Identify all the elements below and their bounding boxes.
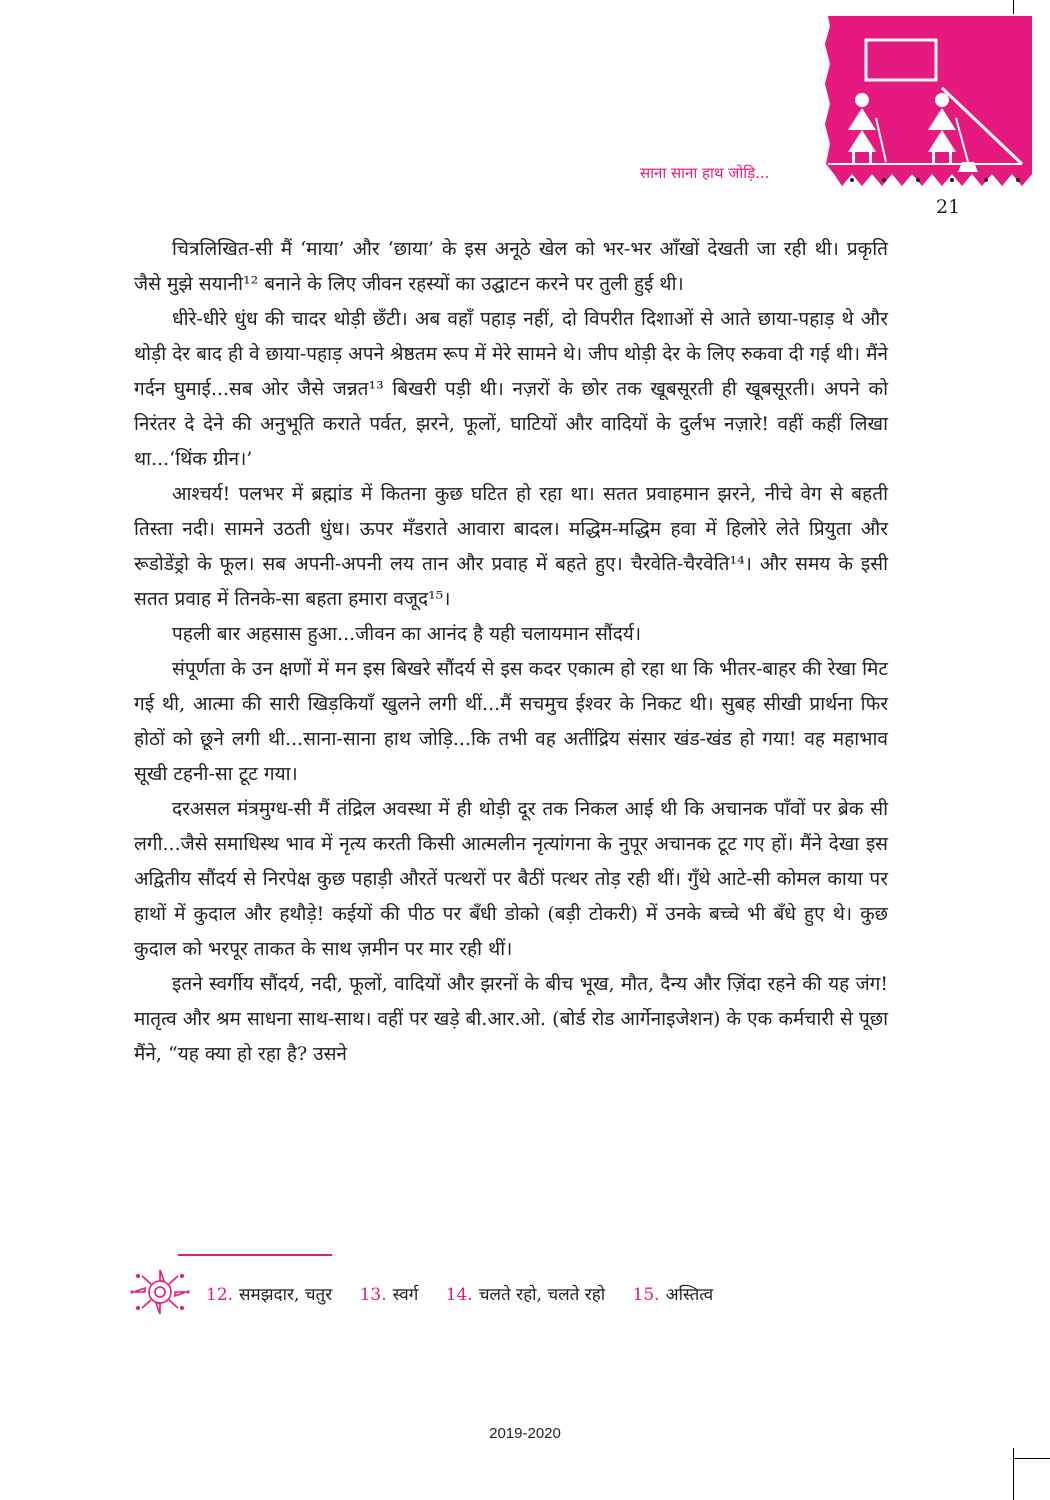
footnote [446, 1285, 605, 1305]
paragraph: पहली बार अहसास हुआ...जीवन का आनंद है यही चलायमान सौंदर्य। [172, 623, 642, 645]
page-number: 21 [936, 196, 961, 218]
footnote [633, 1285, 714, 1305]
footnote-number: 15. [632, 1285, 660, 1305]
running-title: साना साना हाथ जोड़ि... [640, 164, 770, 182]
footnote-text: चलते रहो, चलते रहो [478, 1285, 606, 1305]
paragraph: चित्रलिखित-सी मैं ‘माया’ और ‘छाया’ के इस अनूठे खेल को भर-भर आँखों देखती जा रही थी। प्रकृति जैसे मुझे सयानी¹² बनाने के लिए जीवन रहस्यों का उद्घाटन करने पर तुली हुई थी। [134, 238, 888, 295]
footnotes [206, 1282, 846, 1305]
chapter-body [134, 232, 888, 1072]
footnote-number: 13. [359, 1285, 387, 1305]
edition-year: 2019-2020 [489, 1425, 561, 1442]
footnote [360, 1285, 419, 1305]
crop-mark-top-right [1013, 0, 1014, 14]
paragraph: संपूर्णता के उन क्षणों में मन इस बिखरे सौंदर्य से इस कदर एकात्म हो रहा था कि भीतर-बाहर की रेखा मिट गई थी, आत्मा की सारी खिड़कियाँ खुलने लगी थीं...मैं सचमुच ईश्वर के निकट थी। सुबह सीखी प्रार्थना फिर होठों को छूने लगी थी...साना-साना हाथ जोड़ि...कि तभी वह अतींद्रिय संसार खंड-खंड हो गया! वह महाभाव सूखी टहनी-सा टूट गया। [134, 658, 888, 785]
paragraph: धीरे-धीरे धुंध की चादर थोड़ी छँटी। अब वहाँ पहाड़ नहीं, दो विपरीत दिशाओं से आते छाया-पहाड़ थे और थोड़ी देर बाद ही वे छाया-पहाड़ अपने श्रेष्ठतम रूप में मेरे सामने थे। जीप थोड़ी देर के लिए रुकवा दी गई थी। मैंने गर्दन घुमाई...सब ओर जैसे जन्नत¹³ बिखरी पड़ी थी। नज़रों के छोर तक खूबसूरती ही खूबसूरती। अपने को निरंतर दे देने की अनुभूति कराते पर्वत, झरने, फूलों, घाटियों और वादियों के दुर्लभ नज़ारे! वहीं कहीं लिखा था...‘थिंक ग्रीन।’ [134, 308, 888, 470]
footnote-number: 14. [445, 1285, 473, 1305]
warli-illustration-icon [822, 14, 1036, 190]
crop-mark-bottom-right [1013, 1448, 1014, 1500]
footnote [206, 1285, 332, 1305]
footnote-divider [178, 1254, 332, 1256]
footnote-number: 12. [206, 1285, 234, 1305]
footnote-text: स्वर्ग [392, 1285, 419, 1305]
crop-mark-bottom-right-h [1013, 1458, 1050, 1459]
footnote-text: समझदार, चतुर [239, 1285, 333, 1305]
paragraph: दरअसल मंत्रमुग्ध-सी मैं तंद्रिल अवस्था में ही थोड़ी दूर तक निकल आई थी कि अचानक पाँवों पर ब्रेक सी लगी...जैसे समाधिस्थ भाव में नृत्य करती किसी आत्मलीन नृत्यांगना के नुपूर अचानक टूट गए हों। मैंने देखा इस अद्वितीय सौंदर्य से निरपेक्ष कुछ पहाड़ी औरतें पत्थरों पर बैठीं पत्थर तोड़ रही थीं। गुँथे आटे-सी कोमल काया पर हाथों में कुदाल और हथौड़े! कईयों की पीठ पर बँधी डोको (बड़ी टोकरी) में उनके बच्चे भी बँधे हुए थे। कुछ कुदाल को भरपूर ताकत के साथ ज़मीन पर मार रही थीं। [134, 798, 888, 960]
paragraph: इतने स्वर्गीय सौंदर्य, नदी, फूलों, वादियों और झरनों के बीच भूख, मौत, दैन्य और ज़िंदा रहने की यह जंग! मातृत्व और श्रम साधना साथ-साथ। वहीं पर खड़े बी.आर.ओ. (बोर्ड रोड आर्गेनाइजेशन) के एक कर्मचारी से पूछा मैंने, “यह क्या हो रहा है? उसने [134, 973, 888, 1065]
paragraph: आश्चर्य! पलभर में ब्रह्मांड में कितना कुछ घटित हो रहा था। सतत प्रवाहमान झरने, नीचे वेग से बहती तिस्ता नदी। सामने उठती धुंध। ऊपर मँडराते आवारा बादल। मद्धिम-मद्धिम हवा में हिलोरे लेते प्रियुता और रूडोडेंड्रो के फूल। सब अपनी-अपनी लय तान और प्रवाह में बहते हुए। चैरवेति-चैरवेति¹⁴। और समय के इसी सतत प्रवाह में तिनके-सा बहता हमारा वजूद¹⁵। [134, 483, 888, 610]
footnote-text: अस्तित्व [665, 1285, 714, 1305]
flower-ornament-icon [130, 1268, 190, 1316]
